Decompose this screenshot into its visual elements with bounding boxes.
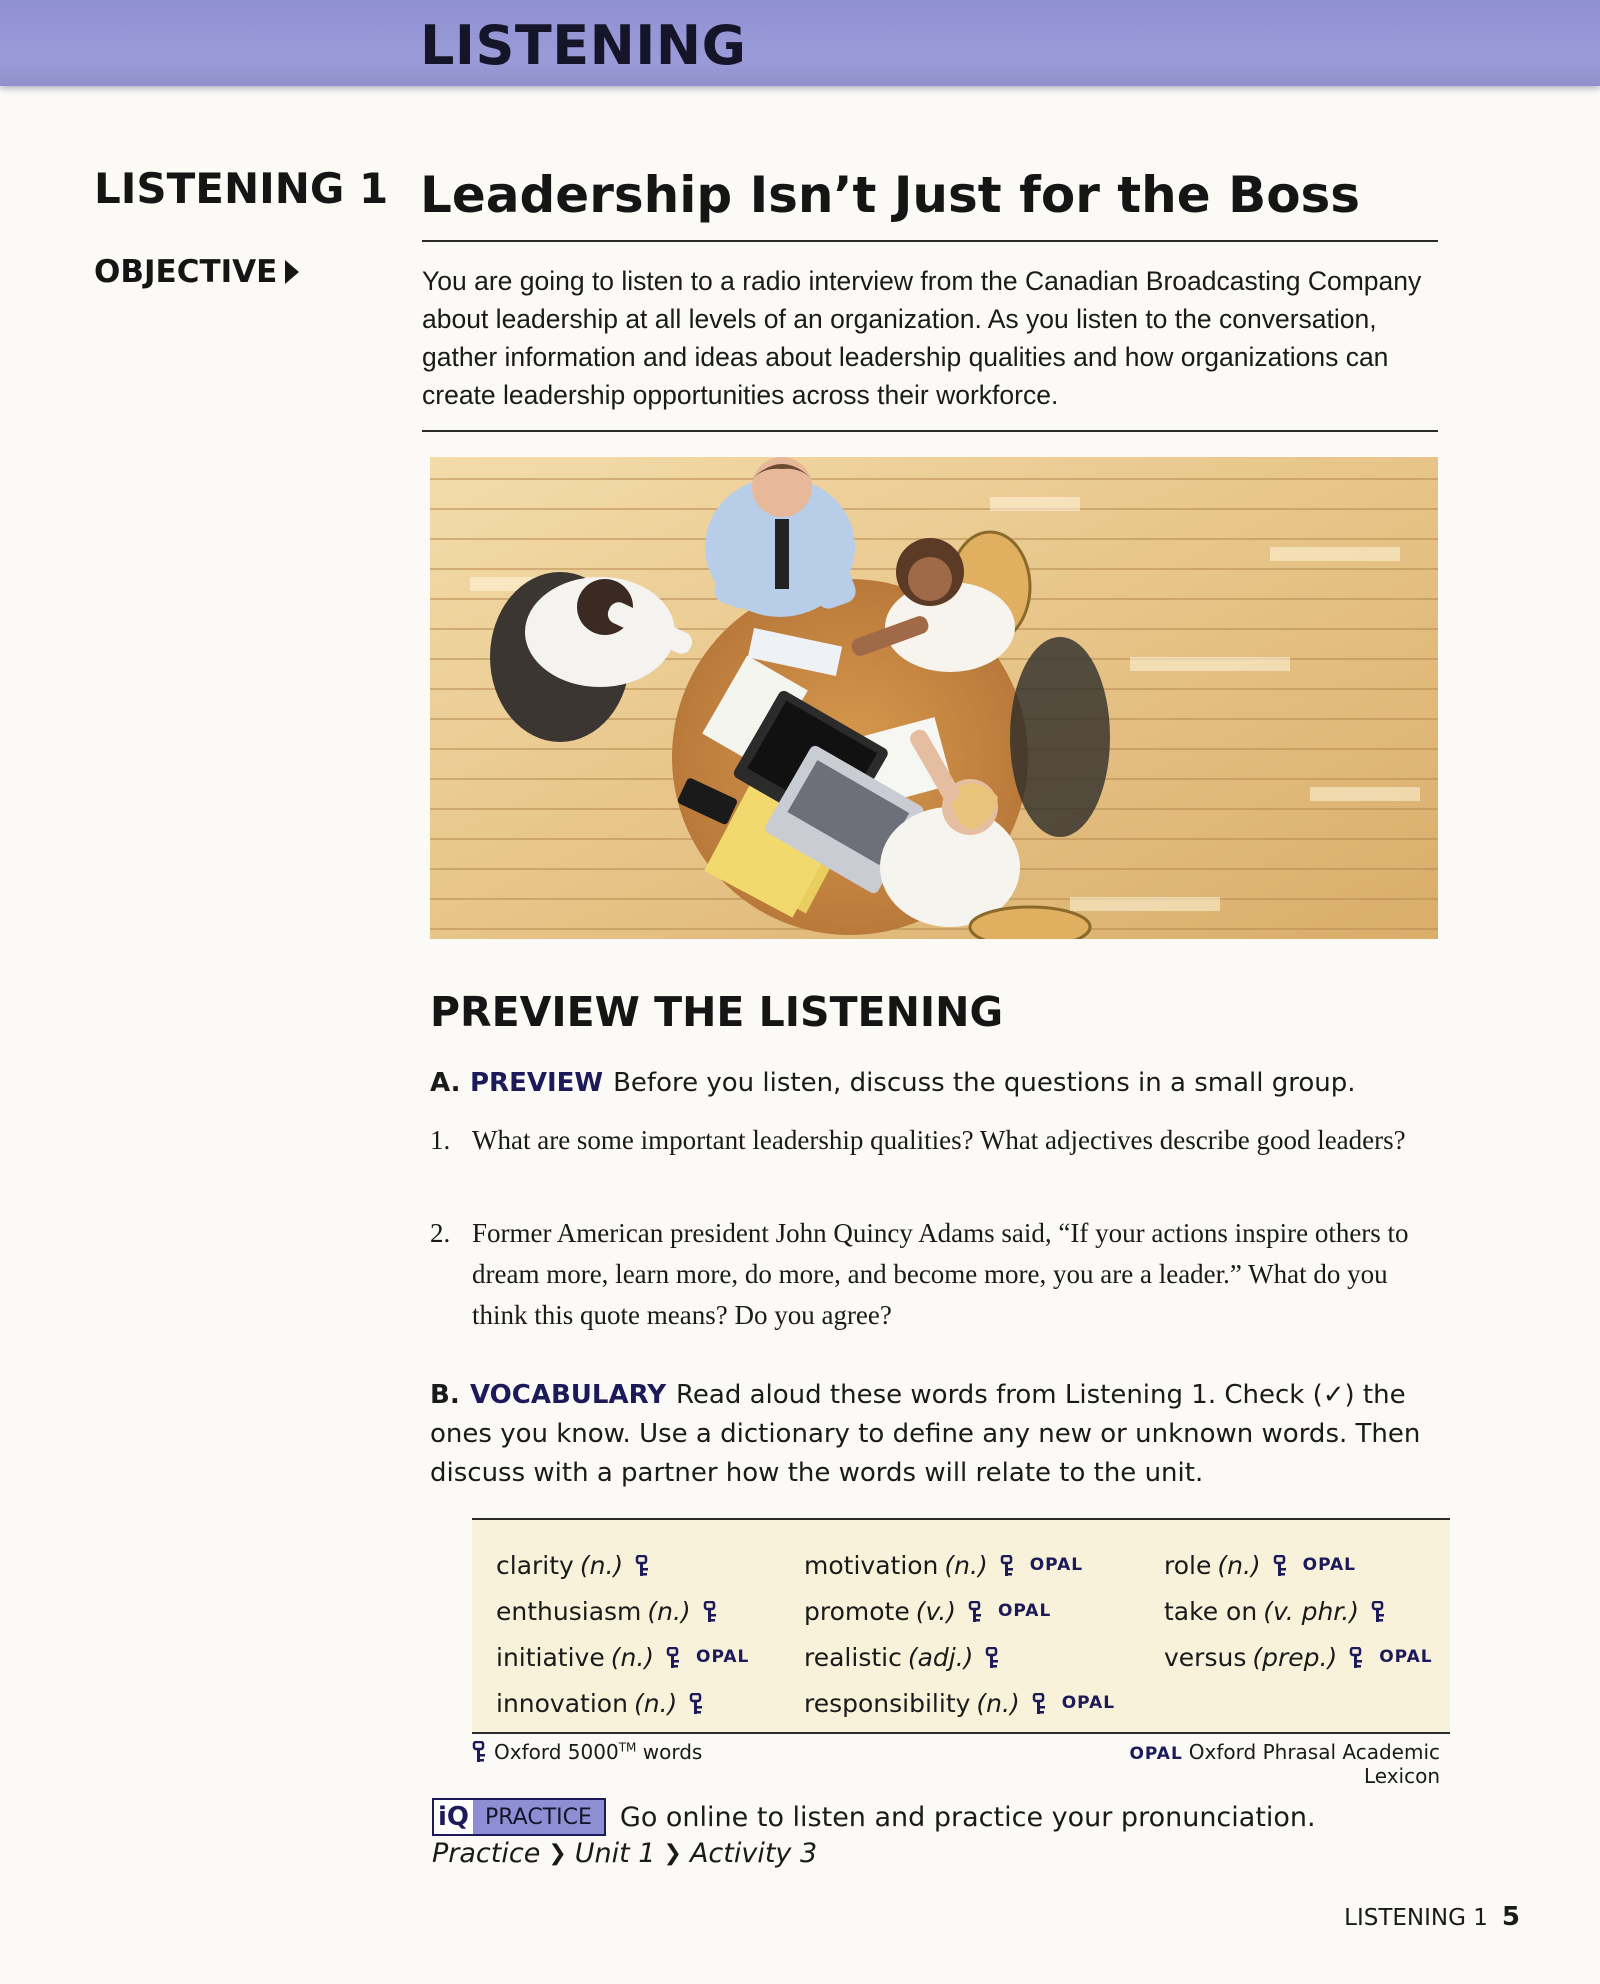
task-b-letter: B. xyxy=(430,1380,460,1410)
question-2 xyxy=(430,1213,1440,1336)
vocab-part-of-speech: (prep.) xyxy=(1252,1642,1338,1672)
vocab-word: innovation xyxy=(496,1688,628,1718)
question-text: What are some important leadership qualities? What adjectives describe good leaders? xyxy=(472,1125,1406,1155)
opal-tag: OPAL xyxy=(997,1601,1052,1621)
chevron-right-icon: ❯ xyxy=(548,1841,567,1866)
footer-label: LISTENING 1 xyxy=(1344,1905,1488,1931)
vocab-item xyxy=(804,1680,1115,1726)
key-icon xyxy=(472,1741,488,1763)
vocab-part-of-speech: (n.) xyxy=(610,1642,655,1672)
key-icon xyxy=(1349,1646,1365,1668)
iq-practice-text: Go online to listen and practice your pronunciation. xyxy=(619,1801,1316,1833)
iq-logo: iQ xyxy=(434,1800,473,1834)
question-1 xyxy=(430,1120,1440,1161)
vocab-column xyxy=(496,1542,749,1726)
question-number: 2. xyxy=(430,1218,451,1248)
vocab-part-of-speech: (n.) xyxy=(944,1550,988,1580)
lesson-title: Leadership Isn’t Just for the Boss xyxy=(420,166,1361,224)
task-a xyxy=(430,1064,1450,1103)
key-icon xyxy=(1371,1600,1387,1622)
vocab-item xyxy=(1164,1588,1433,1634)
opal-tag: OPAL xyxy=(1302,1555,1357,1575)
legend-oxford-tm: TM xyxy=(618,1740,637,1755)
task-a-letter: A. xyxy=(430,1068,461,1098)
legend-opal xyxy=(1070,1740,1440,1788)
vocab-part-of-speech: (n.) xyxy=(579,1550,624,1580)
objective-text: OBJECTIVE xyxy=(94,254,278,290)
practice-path-item: Practice xyxy=(432,1838,541,1869)
legend-oxford xyxy=(472,1740,702,1764)
divider xyxy=(422,240,1438,242)
practice-path-item: Activity 3 xyxy=(689,1838,818,1869)
iq-practice-row xyxy=(432,1798,1316,1836)
vocab-part-of-speech: (n.) xyxy=(976,1688,1020,1718)
task-a-keyword: PREVIEW xyxy=(470,1068,604,1098)
vocab-item xyxy=(496,1680,749,1726)
vocab-part-of-speech: (adj.) xyxy=(907,1642,974,1672)
lesson-intro: You are going to listen to a radio interview from the Canadian Broadcasting Company about leadership at all levels of an organization. As you listen to the conversation, gather information and ideas about leadership qualities and how organizations can create leadership opportunities across their workforce. xyxy=(422,266,1422,410)
vocab-column xyxy=(1164,1542,1433,1680)
question-text: Former American president John Quincy Adams said, “If your actions inspire others to dream more, learn more, do more, and become more, you are a leader.” What do you think this quote means? Do you agree? xyxy=(472,1218,1409,1330)
question-number: 1. xyxy=(430,1125,451,1155)
practice-path xyxy=(432,1838,817,1869)
task-b xyxy=(430,1376,1450,1493)
vocab-column xyxy=(804,1542,1115,1726)
page-number: 5 xyxy=(1501,1902,1520,1932)
vocab-part-of-speech: (n.) xyxy=(1217,1550,1261,1580)
legend-oxford-suffix: words xyxy=(642,1740,703,1764)
key-icon xyxy=(635,1554,651,1576)
task-b-keyword: VOCABULARY xyxy=(470,1380,667,1410)
key-icon xyxy=(968,1600,984,1622)
vocab-word: realistic xyxy=(804,1642,902,1672)
vocab-item xyxy=(1164,1634,1433,1680)
vocab-word: enthusiasm xyxy=(496,1596,642,1626)
vocab-word: initiative xyxy=(496,1642,605,1672)
vocab-item xyxy=(496,1588,749,1634)
vocab-word: versus xyxy=(1164,1642,1247,1672)
vocab-part-of-speech: (v. phr.) xyxy=(1263,1596,1359,1626)
vocab-part-of-speech: (n.) xyxy=(647,1596,691,1626)
vocab-item xyxy=(496,1542,749,1588)
triangle-right-icon xyxy=(285,260,299,284)
vocab-part-of-speech: (v.) xyxy=(915,1596,956,1626)
vocab-word: promote xyxy=(804,1596,910,1626)
key-icon xyxy=(1032,1692,1048,1714)
page-footer xyxy=(1340,1902,1520,1932)
vocab-word: motivation xyxy=(804,1550,939,1580)
vocab-word: role xyxy=(1164,1550,1212,1580)
vocab-item xyxy=(1164,1542,1433,1588)
vocab-item xyxy=(804,1542,1115,1588)
key-icon xyxy=(666,1646,682,1668)
vocab-part-of-speech: (n.) xyxy=(633,1688,678,1718)
opal-tag: OPAL xyxy=(1129,1744,1183,1764)
section-label: LISTENING 1 xyxy=(94,164,389,213)
chevron-right-icon: ❯ xyxy=(663,1841,682,1866)
vocab-word: clarity xyxy=(496,1550,574,1580)
key-icon xyxy=(1273,1554,1289,1576)
objective-label xyxy=(94,254,299,290)
divider xyxy=(422,430,1438,432)
opal-tag: OPAL xyxy=(696,1647,750,1667)
legend-opal-text: Oxford Phrasal Academic Lexicon xyxy=(1188,1740,1440,1788)
header-band xyxy=(0,0,1600,86)
key-icon xyxy=(985,1646,1001,1668)
vocab-item xyxy=(804,1634,1115,1680)
vocabulary-box xyxy=(472,1518,1450,1734)
vocab-word: responsibility xyxy=(804,1688,971,1718)
opal-tag: OPAL xyxy=(1379,1647,1433,1667)
iq-practice-label: PRACTICE xyxy=(473,1800,604,1834)
opal-tag: OPAL xyxy=(1061,1693,1116,1713)
practice-path-item: Unit 1 xyxy=(574,1838,656,1869)
task-b-text: Read aloud these words from Listening 1. Check (✓) the ones you know. Use a dictionary to define any new or unknown words. Then discuss with a partner how the words will relate to the unit. xyxy=(430,1380,1421,1488)
vocab-item xyxy=(804,1588,1115,1634)
preview-heading: PREVIEW THE LISTENING xyxy=(430,988,1004,1036)
key-icon xyxy=(689,1692,705,1714)
header-title: LISTENING xyxy=(420,14,747,77)
key-icon xyxy=(703,1600,719,1622)
meeting-photo xyxy=(430,457,1438,939)
vocab-word: take on xyxy=(1164,1596,1258,1626)
legend-oxford-text: Oxford 5000 xyxy=(494,1740,619,1764)
key-icon xyxy=(1000,1554,1016,1576)
opal-tag: OPAL xyxy=(1029,1555,1084,1575)
iq-practice-badge[interactable] xyxy=(432,1798,606,1836)
vocab-item xyxy=(496,1634,749,1680)
task-a-text: Before you listen, discuss the questions in a small group. xyxy=(613,1068,1356,1098)
